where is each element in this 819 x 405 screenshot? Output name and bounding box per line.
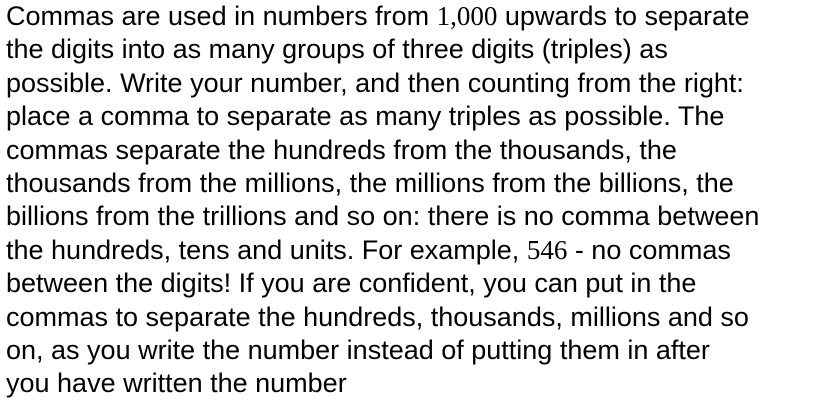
paragraph-line-3: possible. Write your number, and then counting from the right: <box>6 67 744 98</box>
paragraph-line-12: you have written the number <box>6 368 347 399</box>
paragraph-line-7: billions from the trillions and so on: there is no comma between <box>6 201 760 232</box>
math-number-546: 546 <box>526 234 568 265</box>
paragraph-line-10: commas to separate the hundreds, thousands, millions and so <box>6 301 749 332</box>
paragraph-line-11: on, as you write the number instead of putting them in after <box>6 334 710 365</box>
commas-explanation-paragraph <box>6 0 819 401</box>
paragraph-line-8 <box>6 234 819 267</box>
paragraph-line-1 <box>6 0 819 33</box>
text-segment: the hundreds, tens and units. For example, <box>6 234 527 265</box>
paragraph-line-5: commas separate the hundreds from the thousands, the <box>6 134 677 165</box>
paragraph-line-4: place a comma to separate as many triples as possible. The <box>6 101 725 132</box>
text-segment: - no commas <box>567 234 731 265</box>
math-number-1000: 1,000 <box>436 1 498 31</box>
text-segment: upwards to separate <box>497 1 750 31</box>
paragraph-line-9: between the digits! If you are confident, you can put in the <box>6 268 697 299</box>
paragraph-line-6: thousands from the millions, the millions from the billions, the <box>6 167 734 198</box>
paragraph-line-2: the digits into as many groups of three digits (triples) as <box>6 34 668 65</box>
text-segment: Commas are used in numbers from <box>6 1 437 31</box>
